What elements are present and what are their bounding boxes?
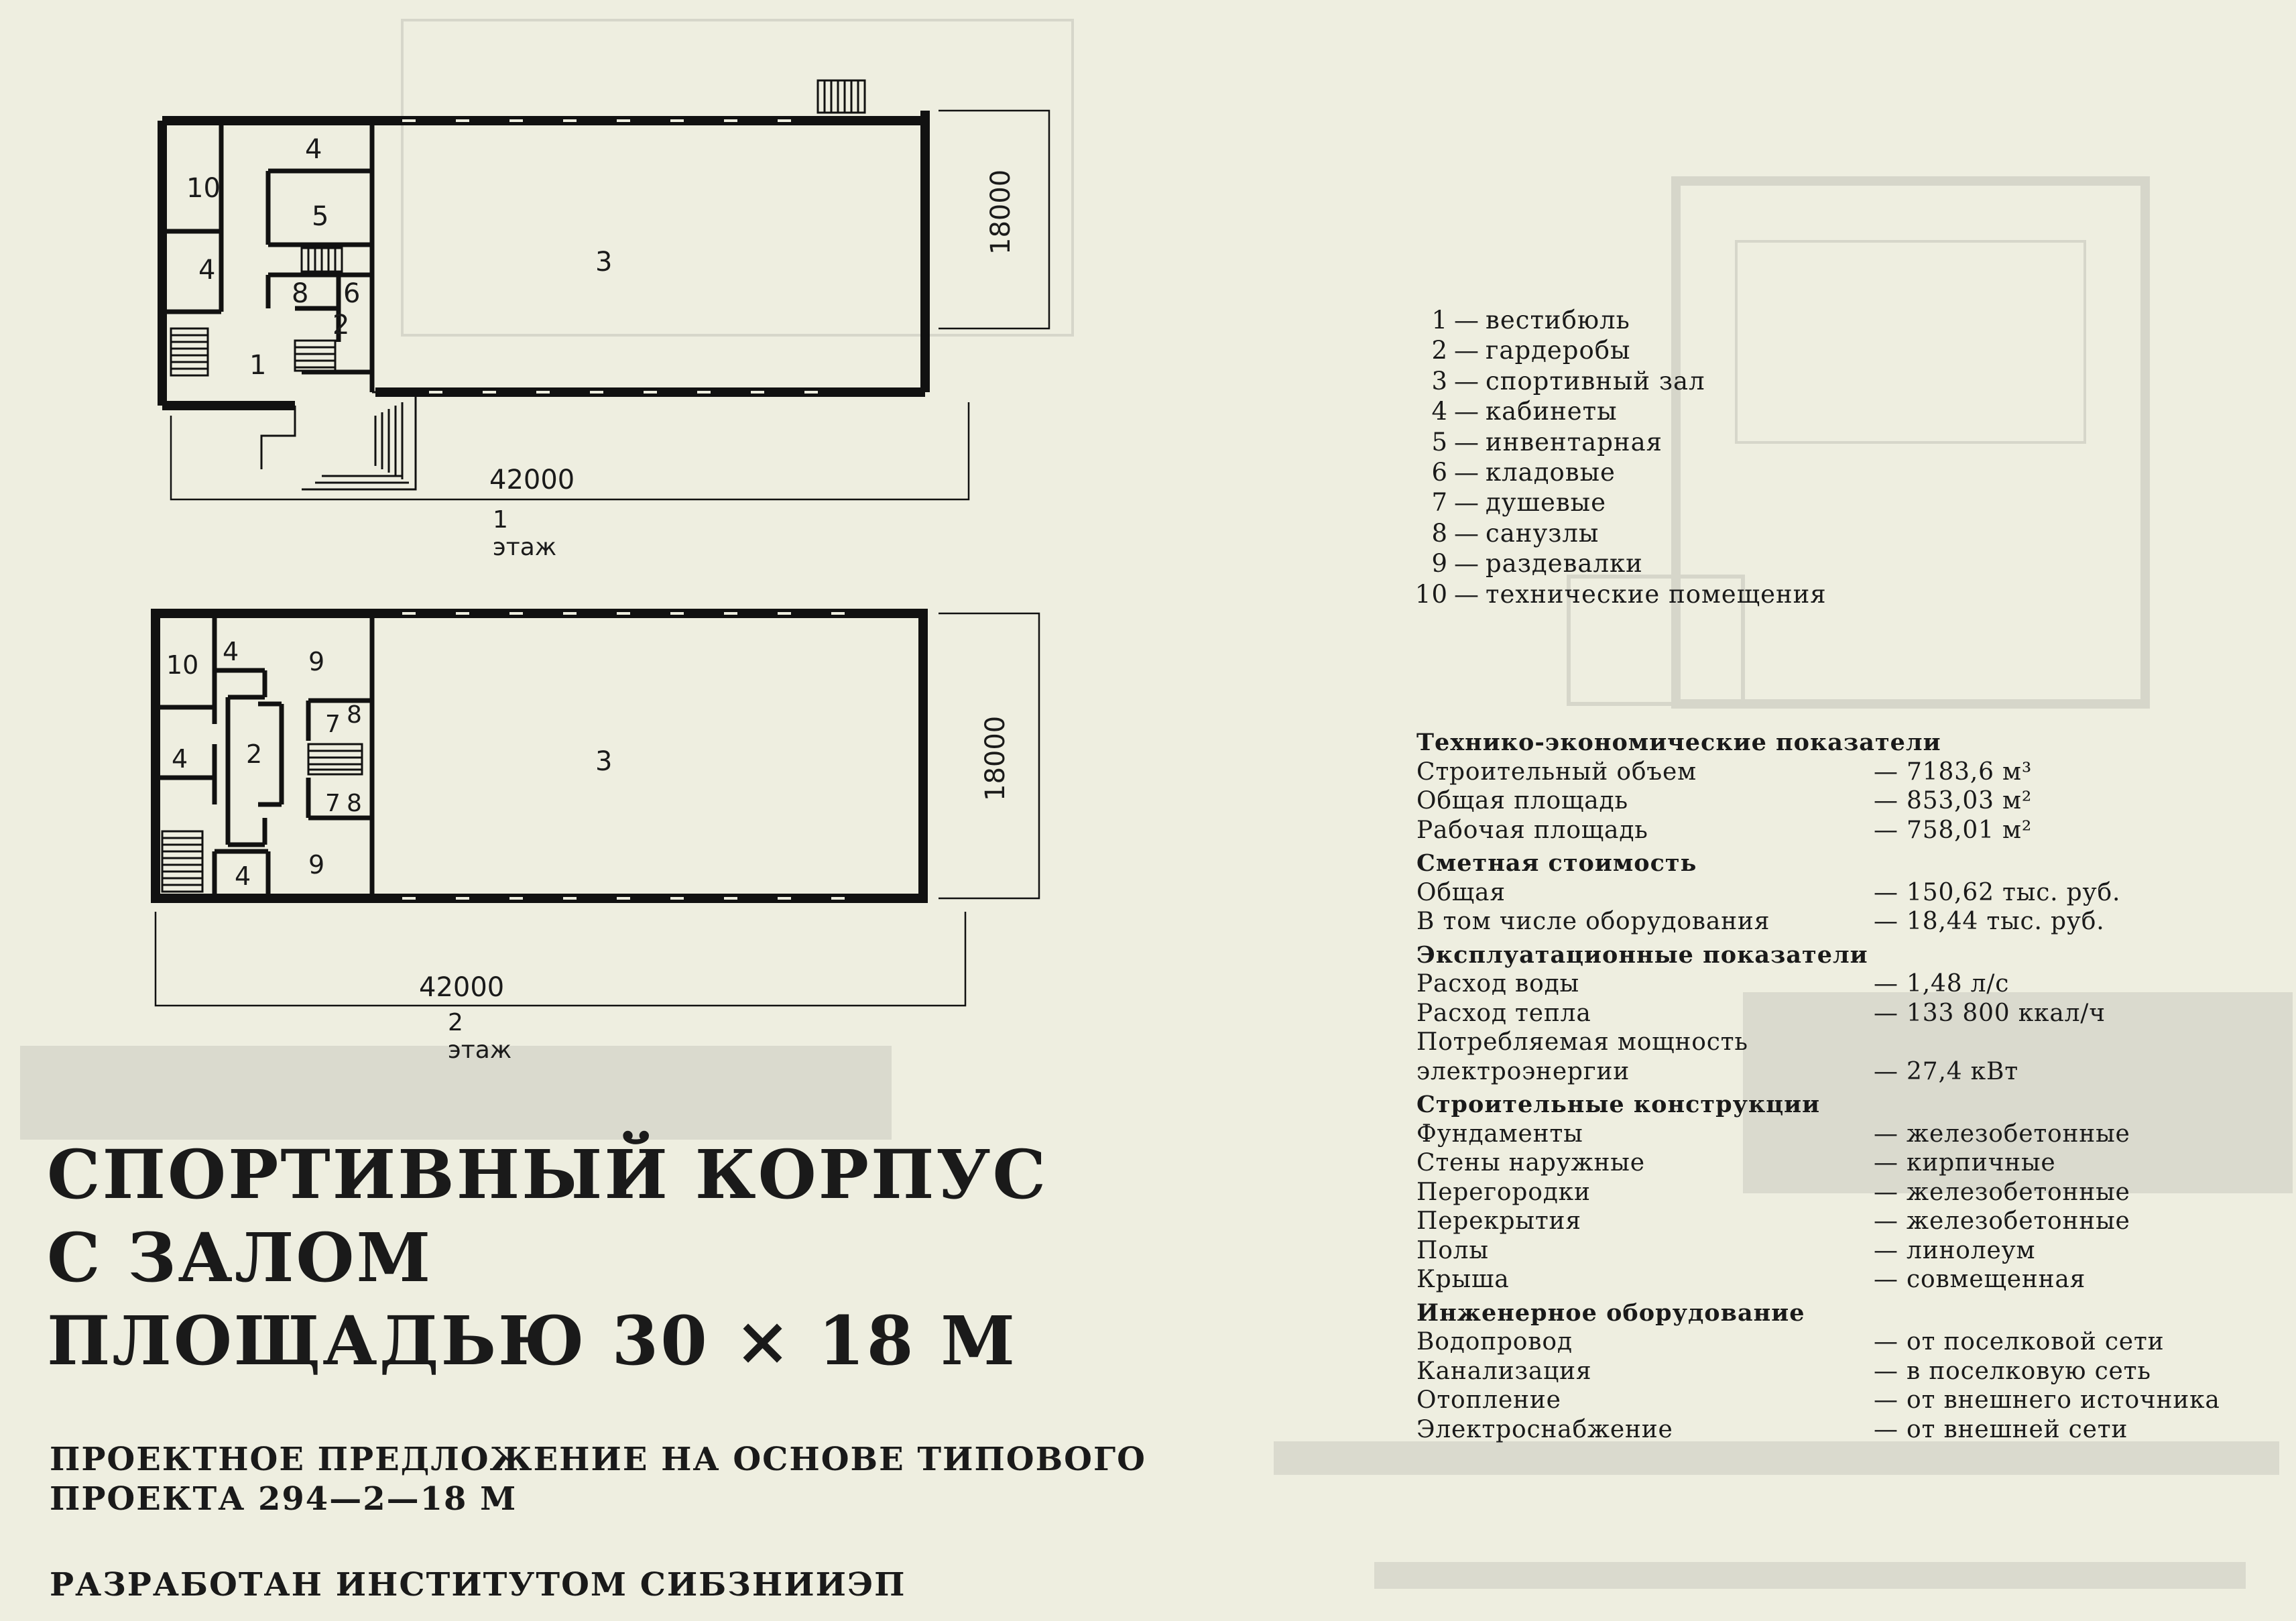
legend-item: 2 — гардеробы [1431,336,1631,365]
subtitle-line: ПРОЕКТА 294—2—18 М [50,1480,518,1518]
spec-heading: Технико-экономические показатели [1416,729,1941,756]
spec-row: Рабочая площадь — 758,01 м² [1416,816,2033,844]
title-line: ПЛОЩАДЬЮ 30 × 18 М [47,1301,1017,1380]
spec-heading: Эксплуатационные показатели [1416,941,1868,969]
room-number: 4 [198,255,216,286]
width-dimension: 42000 [419,972,505,1003]
spec-row: Общая — 150,62 тыс. руб. [1416,878,2121,906]
spec-row: Водопровод — от поселковой сети [1416,1328,2165,1356]
legend-item: 8 — санузлы [1431,518,1599,548]
room-number: 8 [347,790,362,817]
room-number: 3 [595,746,613,777]
document-title [47,1133,1048,1382]
room-number: 6 [343,278,361,309]
specifications [1416,724,2275,1444]
spec-row: Крыша — совмещенная [1416,1266,2086,1293]
room-number: 4 [305,134,322,165]
room-number: 3 [595,247,613,278]
room-number: 9 [308,647,325,676]
depth-dimension: 18000 [985,169,1016,255]
spec-row: Расход тепла — 133 800 ккал/ч [1416,999,2106,1027]
spec-row: В том числе оборудования — 18,44 тыс. руб. [1416,908,2105,935]
title-line: С ЗАЛОМ [47,1218,433,1297]
spec-heading: Сметная стоимость [1416,849,1697,877]
floor-label: 1 этаж [493,506,557,561]
legend-item: 9 — раздевалки [1431,549,1643,579]
room-number: 9 [308,850,325,880]
room-legend [1414,305,1827,609]
legend-item: 1 — вестибюль [1431,306,1630,335]
developer-credit: РАЗРАБОТАН ИНСТИТУТОМ СИБЗНИИЭП [50,1566,906,1604]
legend-item: 5 — инвентарная [1431,427,1663,457]
room-number: 7 [325,711,341,738]
spec-row: Стены наружные — кирпичные [1416,1149,2056,1177]
floor-label: 2 этаж [448,1009,512,1064]
room-number: 1 [249,350,267,381]
spec-row: Канализация — в поселковую сеть [1416,1357,2151,1385]
legend-item: 7 — душевые [1431,488,1607,518]
legend-item: 10 — технические помещения [1414,579,1827,609]
legend-item: 3 — спортивный зал [1431,366,1705,396]
room-number: 5 [312,201,329,232]
spec-heading: Инженерное оборудование [1416,1299,1805,1327]
spec-heading: Строительные конструкции [1416,1091,1821,1118]
room-number: 10 [166,650,199,680]
depth-dimension: 18000 [980,715,1011,801]
spec-row: Отопление — от внешнего источника [1416,1386,2220,1414]
room-number: 7 [325,790,341,817]
room-number: 8 [292,278,309,309]
document-subtitle [50,1440,1146,1519]
title-line: СПОРТИВНЫЙ КОРПУС [47,1135,1048,1214]
room-number: 4 [223,637,239,666]
width-dimension: 42000 [489,465,575,495]
spec-row: Электроснабжение — от внешней сети [1416,1415,2128,1443]
spec-row: Расход воды — 1,48 л/с [1416,970,2010,998]
spec-row: Строительный объем — 7183,6 м³ [1416,758,2033,786]
subtitle-line: ПРОЕКТНОЕ ПРЕДЛОЖЕНИЕ НА ОСНОВЕ ТИПОВОГО [50,1441,1146,1478]
room-number: 4 [235,861,251,891]
legend-item: 6 — кладовые [1431,457,1616,487]
spec-row: Потребляемая мощность [1416,1028,1748,1056]
spec-row: Перегородки — железобетонные [1416,1178,2130,1206]
spec-row: Общая площадь — 853,03 м² [1416,787,2033,815]
room-number: 2 [333,310,350,341]
spec-row: Фундаменты — железобетонные [1416,1120,2130,1148]
room-number: 4 [172,744,188,774]
legend-item: 4 — кабинеты [1431,397,1618,426]
spec-row: электроэнергии — 27,4 кВт [1416,1057,2018,1085]
room-number: 10 [186,173,221,204]
spec-row: Полы — линолеум [1416,1236,2036,1264]
room-number: 8 [347,701,362,729]
room-number: 2 [246,739,263,769]
spec-row: Перекрытия — железобетонные [1416,1207,2130,1235]
